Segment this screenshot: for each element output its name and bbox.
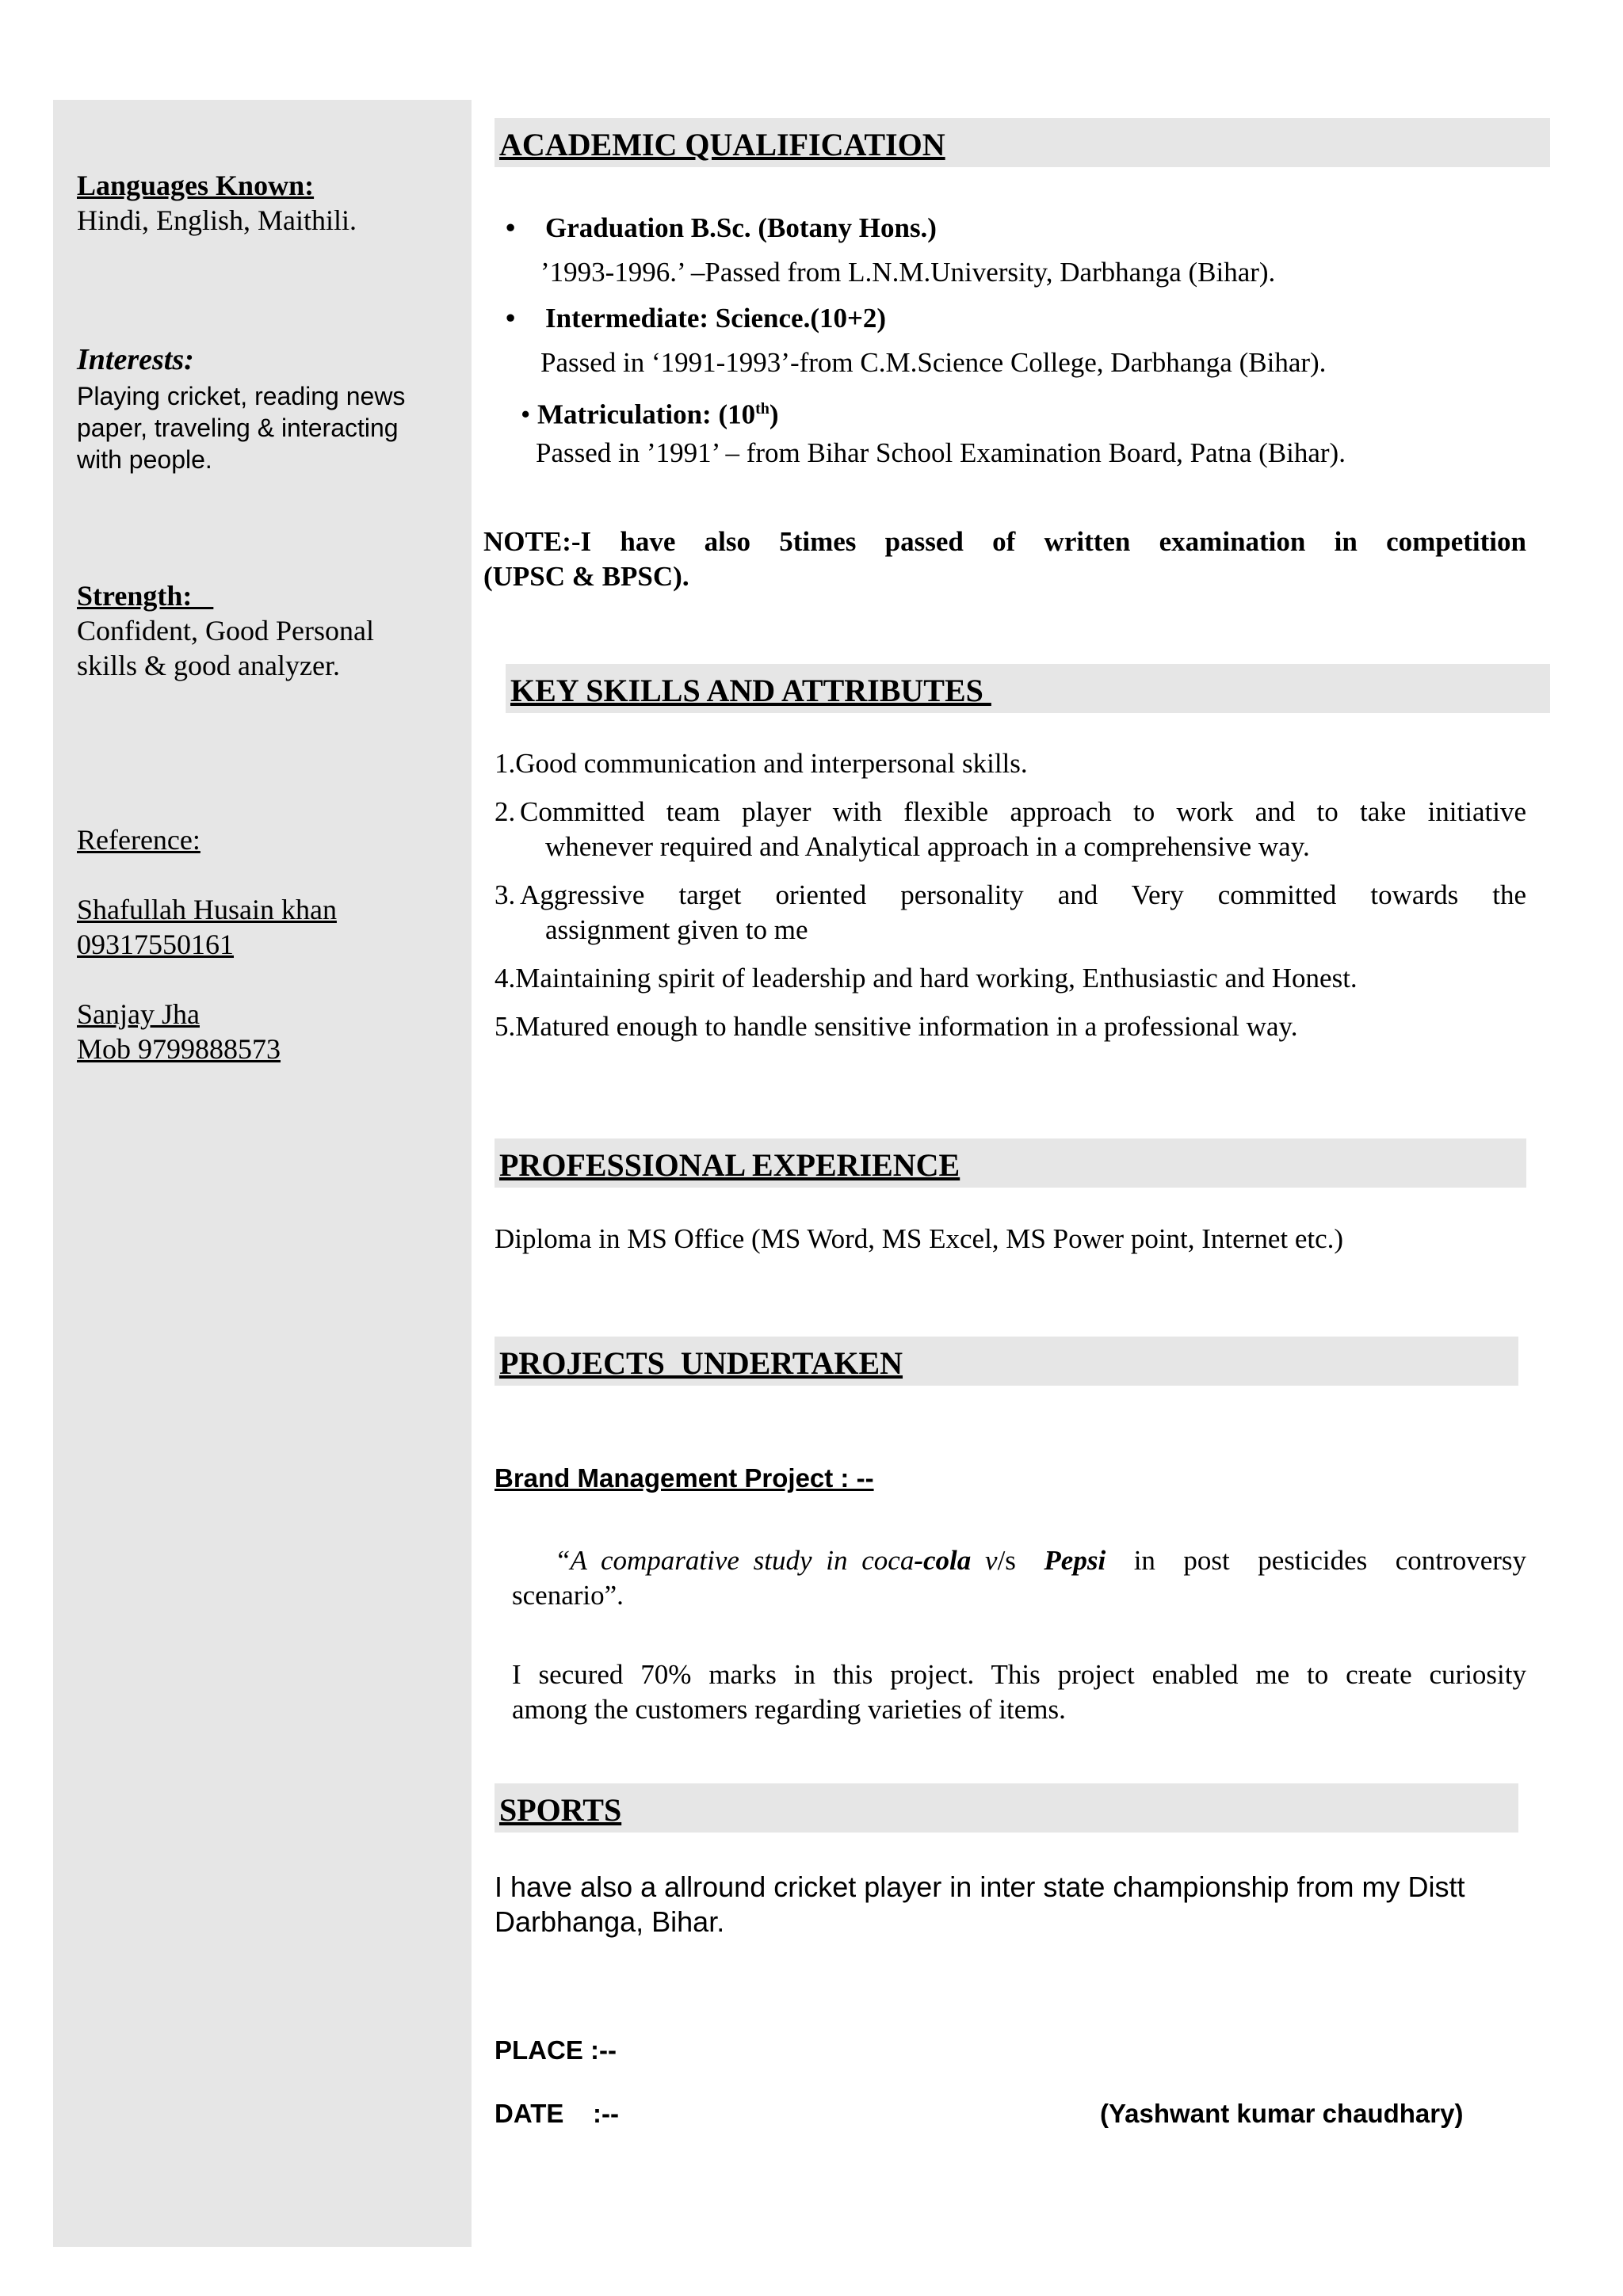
strength-line-2: skills & good analyzer. xyxy=(77,650,340,681)
reference-2-contact: Mob 9799888573 xyxy=(77,1033,281,1065)
skill-item-2-line-2: whenever required and Analytical approach in a comprehensive way. xyxy=(545,831,1310,862)
academic-item-1-title: • Graduation B.Sc. (Botany Hons.) xyxy=(545,211,937,246)
quote-coca: coca xyxy=(861,1545,915,1576)
signature: (Yashwant kumar chaudhary) xyxy=(1100,2099,1464,2128)
experience-heading: PROFESSIONAL EXPERIENCE xyxy=(499,1147,960,1183)
skill-item-3-line-2: assignment given to me xyxy=(545,914,808,945)
skill-item-1 xyxy=(495,746,1028,781)
reference-1-contact: 09317550161 xyxy=(77,929,234,960)
interests-heading: Interests: xyxy=(77,343,194,376)
date-label: DATE :-- xyxy=(495,2099,620,2128)
academic-section-header xyxy=(495,118,1550,167)
skills-section-header xyxy=(506,664,1550,713)
languages-heading: Languages Known: xyxy=(77,170,315,201)
skill-item-2-line-1: Committed team player with flexible approach to work and to take initiative xyxy=(520,796,1526,827)
matric-title-text: Matriculation: (10 xyxy=(537,399,756,430)
skill-item-3-line-1: Aggressive target oriented personality and Very committed towards the xyxy=(520,879,1526,910)
sports-section-header xyxy=(495,1783,1518,1833)
interests-line-2: paper, traveling & interacting xyxy=(77,414,399,442)
project-result-line-2: among the customers regarding varieties of items. xyxy=(512,1694,1066,1725)
strength-heading: Strength: xyxy=(77,580,214,612)
academic-item-3-detail: Passed in ’1991’ – from Bihar School Examination Board, Patna (Bihar). xyxy=(536,437,1346,468)
skill-num: 4. xyxy=(495,963,516,994)
sports-line-1: I have also a allround cricket player in inter state championship from my Distt xyxy=(495,1871,1465,1903)
academic-item-1-detail: ’1993-1996.’ –Passed from L.N.M.University, Darbhanga (Bihar). xyxy=(540,257,1276,288)
skill-item-3-num: 3. xyxy=(495,879,516,910)
reference-2-name: Sanjay Jha xyxy=(77,998,200,1030)
quote-cola: -cola xyxy=(914,1545,972,1576)
reference-heading: Reference: xyxy=(77,824,200,856)
note-line-1: NOTE:-I have also 5times passed of written examination in competition xyxy=(483,526,1526,557)
interests-line-3: with people. xyxy=(77,445,212,474)
skill-num: 1. xyxy=(495,748,516,779)
academic-heading: ACADEMIC QUALIFICATION xyxy=(499,127,945,162)
strength-line-1: Confident, Good Personal xyxy=(77,615,374,646)
projects-heading: PROJECTS UNDERTAKEN xyxy=(499,1345,903,1381)
academic-item-3-title xyxy=(521,391,779,433)
matric-title-sup: th xyxy=(755,400,769,418)
quote-s: /s xyxy=(997,1545,1044,1576)
skill-text: Matured enough to handle sensitive information in a professional way. xyxy=(515,1011,1298,1042)
skill-text: Maintaining spirit of leadership and hard working, Enthusiastic and Honest. xyxy=(515,963,1358,994)
project-title: Brand Management Project : -- xyxy=(495,1463,874,1493)
skill-item-4 xyxy=(495,961,1358,996)
experience-text: Diploma in MS Office (MS Word, MS Excel, MS Power point, Internet etc.) xyxy=(495,1223,1344,1254)
skill-text: Good communication and interpersonal skills. xyxy=(515,748,1028,779)
experience-section-header xyxy=(495,1138,1526,1188)
quote-pepsi: Pepsi xyxy=(1044,1545,1106,1576)
sports-line-2: Darbhanga, Bihar. xyxy=(495,1905,725,1938)
academic-item-2-title: • Intermediate: Science.(10+2) xyxy=(545,301,886,336)
note-line-2: (UPSC & BPSC). xyxy=(483,561,689,592)
quote-rest: in post pesticides controversy xyxy=(1106,1545,1526,1576)
reference-1-name: Shafullah Husain khan xyxy=(77,894,337,925)
languages-value: Hindi, English, Maithili. xyxy=(77,204,357,236)
project-quote-line-2: scenario”. xyxy=(512,1580,624,1611)
skill-item-2-num: 2. xyxy=(495,796,516,827)
academic-item-2-detail: Passed in ‘1991-1993’-from C.M.Science College, Darbhanga (Bihar). xyxy=(540,347,1327,378)
project-quote-line-1 xyxy=(555,1543,1526,1578)
projects-section-header xyxy=(495,1337,1518,1386)
bullet-glyph: • xyxy=(521,399,538,430)
skills-heading: KEY SKILLS AND ATTRIBUTES xyxy=(510,673,991,708)
project-result-line-1: I secured 70% marks in this project. This project enabled me to create curiosity xyxy=(512,1659,1526,1690)
skill-num: 5. xyxy=(495,1011,516,1042)
skill-item-5 xyxy=(495,1009,1297,1044)
interests-line-1: Playing cricket, reading news xyxy=(77,382,406,410)
sports-heading: SPORTS xyxy=(499,1792,622,1828)
matric-title-end: ) xyxy=(769,399,779,430)
quote-open: “A comparative study in xyxy=(555,1545,862,1576)
place-label: PLACE :-- xyxy=(495,2035,617,2065)
quote-v: v xyxy=(971,1545,998,1576)
